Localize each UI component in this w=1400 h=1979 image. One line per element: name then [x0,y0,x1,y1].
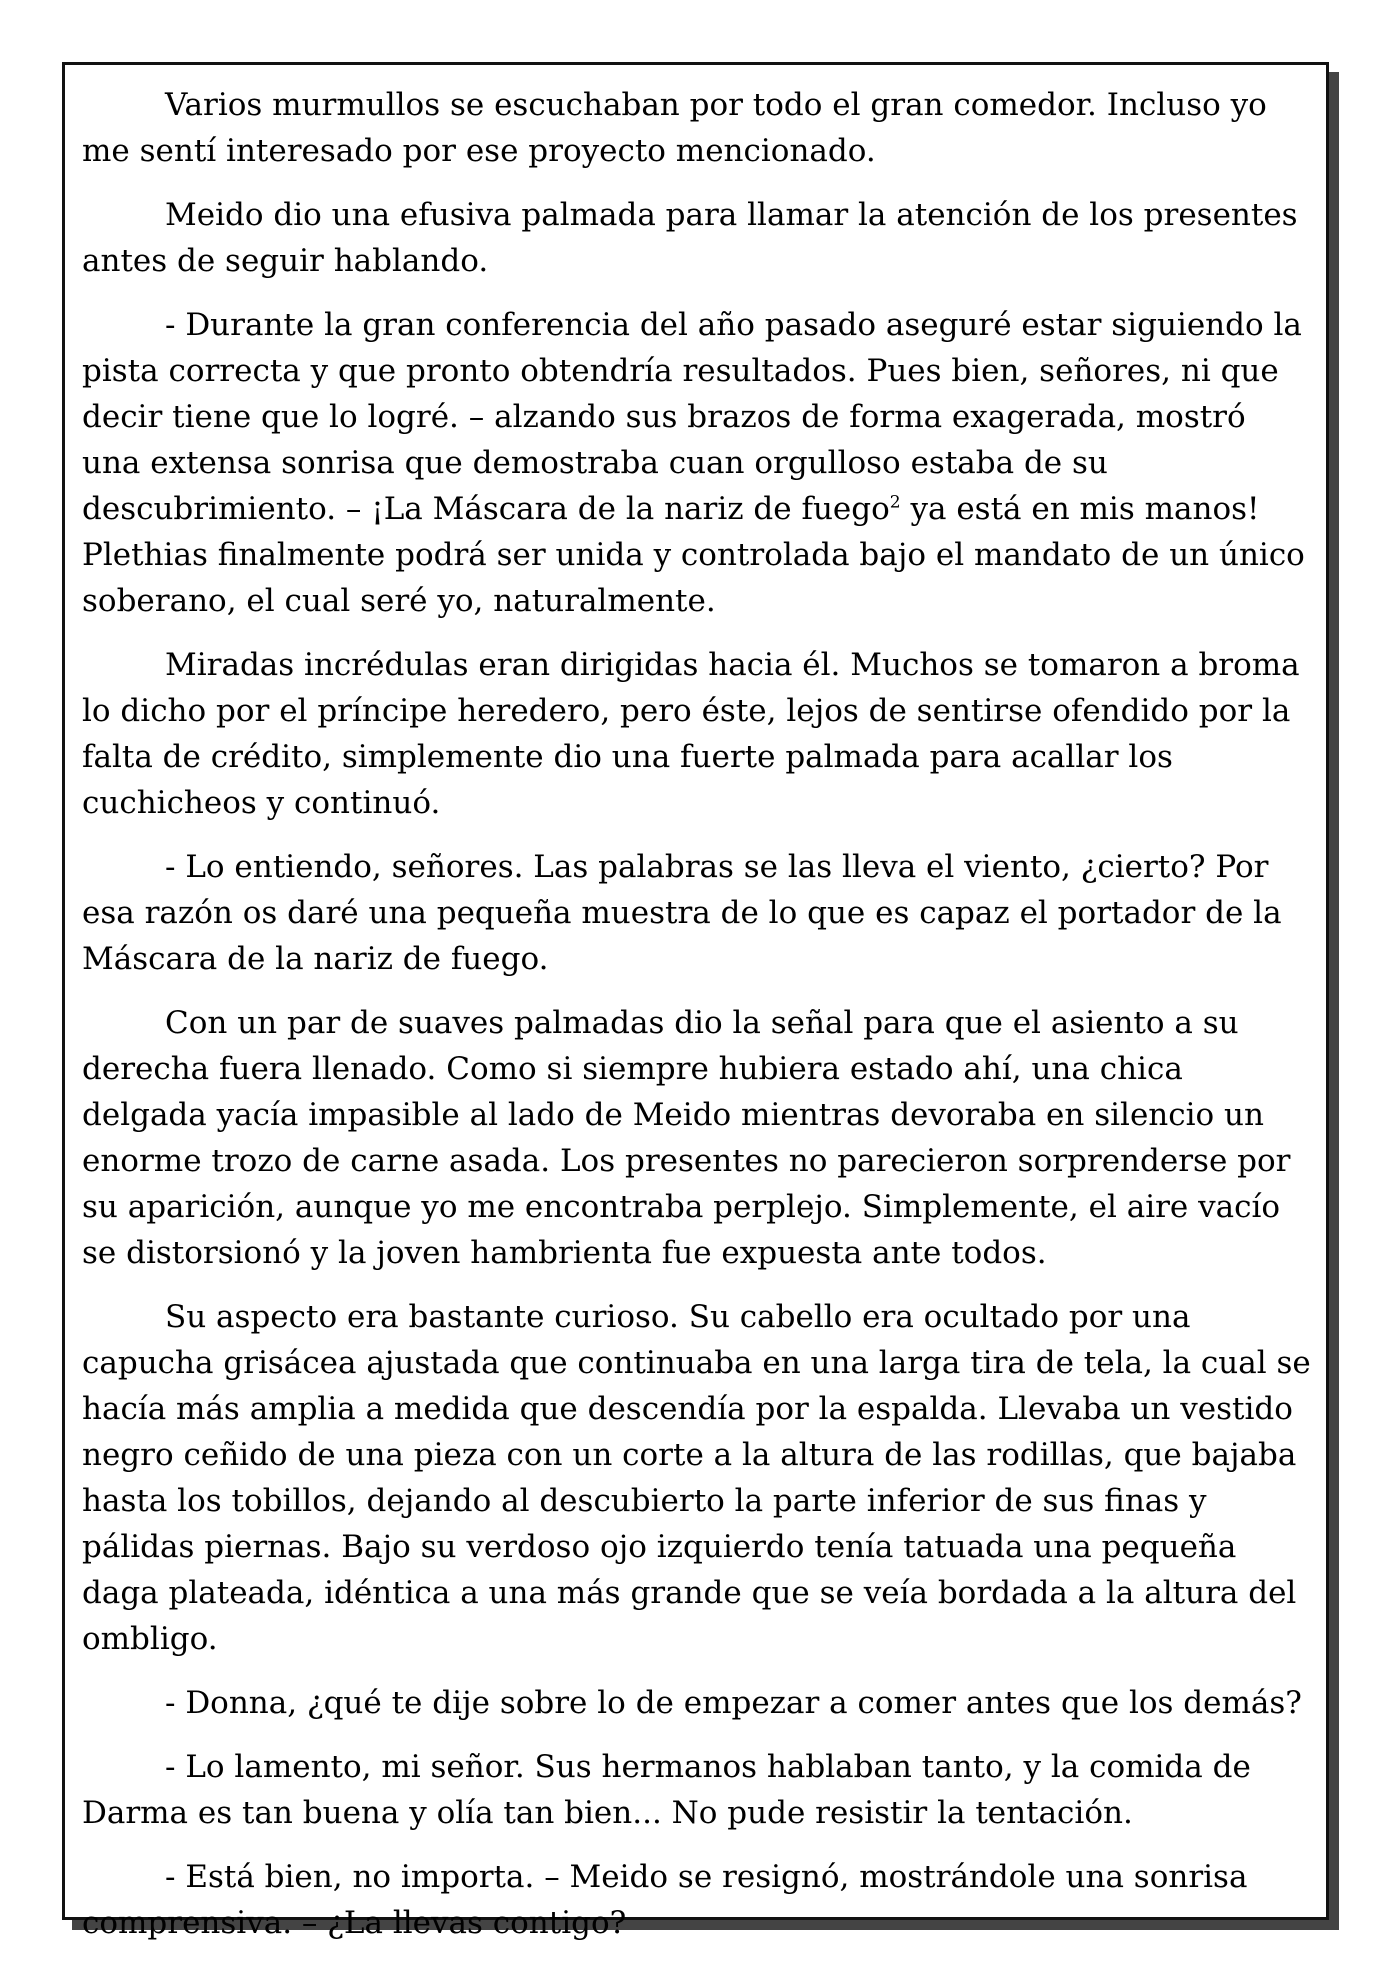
page-text [82,82,1312,1964]
paragraph: - Lo entiendo, señores. Las palabras se las lleva el viento, ¿cierto? Por esa razón os daré una pequeña muestra de lo que es capaz el portador de la Máscara de la nariz de fuego. [82,849,1282,977]
paragraph: - Lo lamento, mi señor. Sus hermanos hablaban tanto, y la comida de Darma es tan buena y olía tan bien... No pude resistir la tentación. [82,1749,1251,1831]
paragraph: Con un par de suaves palmadas dio la señal para que el asiento a su derecha fuera llenado. Como si siempre hubiera estado ahí, una chica delgada yacía impasible al lado de Meido mientras devoraba en silencio un enorme trozo de carne asada. Los presentes no parecieron sorprenderse por su aparición, aunque yo me encontraba perplejo. Simplemente, el aire vacío se distorsionó y la joven hambrienta fue expuesta ante todos. [82,1005,1291,1271]
paragraph: - Donna, ¿qué te dije sobre lo de empezar a comer antes que los demás? [165,1685,1302,1721]
paragraph: Miradas incrédulas eran dirigidas hacia él. Muchos se tomaron a broma lo dicho por el príncipe heredero, pero éste, lejos de sentirse ofendido por la falta de crédito, simplemente dio una fuerte palmada para acallar los cuchicheos y continuó. [82,647,1300,821]
footnote-marker: 2 [889,492,901,513]
paragraph: Varios murmullos se escuchaban por todo el gran comedor. Incluso yo me sentí interesado por ese proyecto mencionado. [82,87,1267,169]
paragraph: - Está bien, no importa. – Meido se resignó, mostrándole una sonrisa comprensiva. – ¿La llevas contigo? [82,1859,1248,1941]
paragraph: Su aspecto era bastante curioso. Su cabello era ocultado por una capucha grisácea ajustada que continuaba en una larga tira de tela, la cual se hacía más amplia a medida que descendía por la espalda. Llevaba un vestido negro ceñido de una pieza con un corte a la altura de las rodillas, que bajaba hasta los tobillos, dejando al descubierto la parte inferior de sus finas y pálidas piernas. Bajo su verdoso ojo izquierdo tenía tatuada una pequeña daga plateada, idéntica a una más grande que se veía bordada a la altura del ombligo. [82,1299,1311,1657]
paragraph: - Durante la gran conferencia del año pasado aseguré estar siguiendo la pista correcta y que pronto obtendría resultados. Pues bien, señores, ni que decir tiene que lo logré. – alzando sus brazos de forma exagerada, mostró una extensa sonrisa que demostraba cuan orgulloso estaba de su descubrimiento. – ¡La Máscara de la nariz de fuego$^2$ ya está en mis manos! Plethias finalmente podrá ser unida y controlada bajo el mandato de un único soberano, el cual seré yo, naturalmente. [82,307,1305,619]
paragraph: Meido dio una efusiva palmada para llamar la atención de los presentes antes de seguir hablando. [82,197,1298,279]
